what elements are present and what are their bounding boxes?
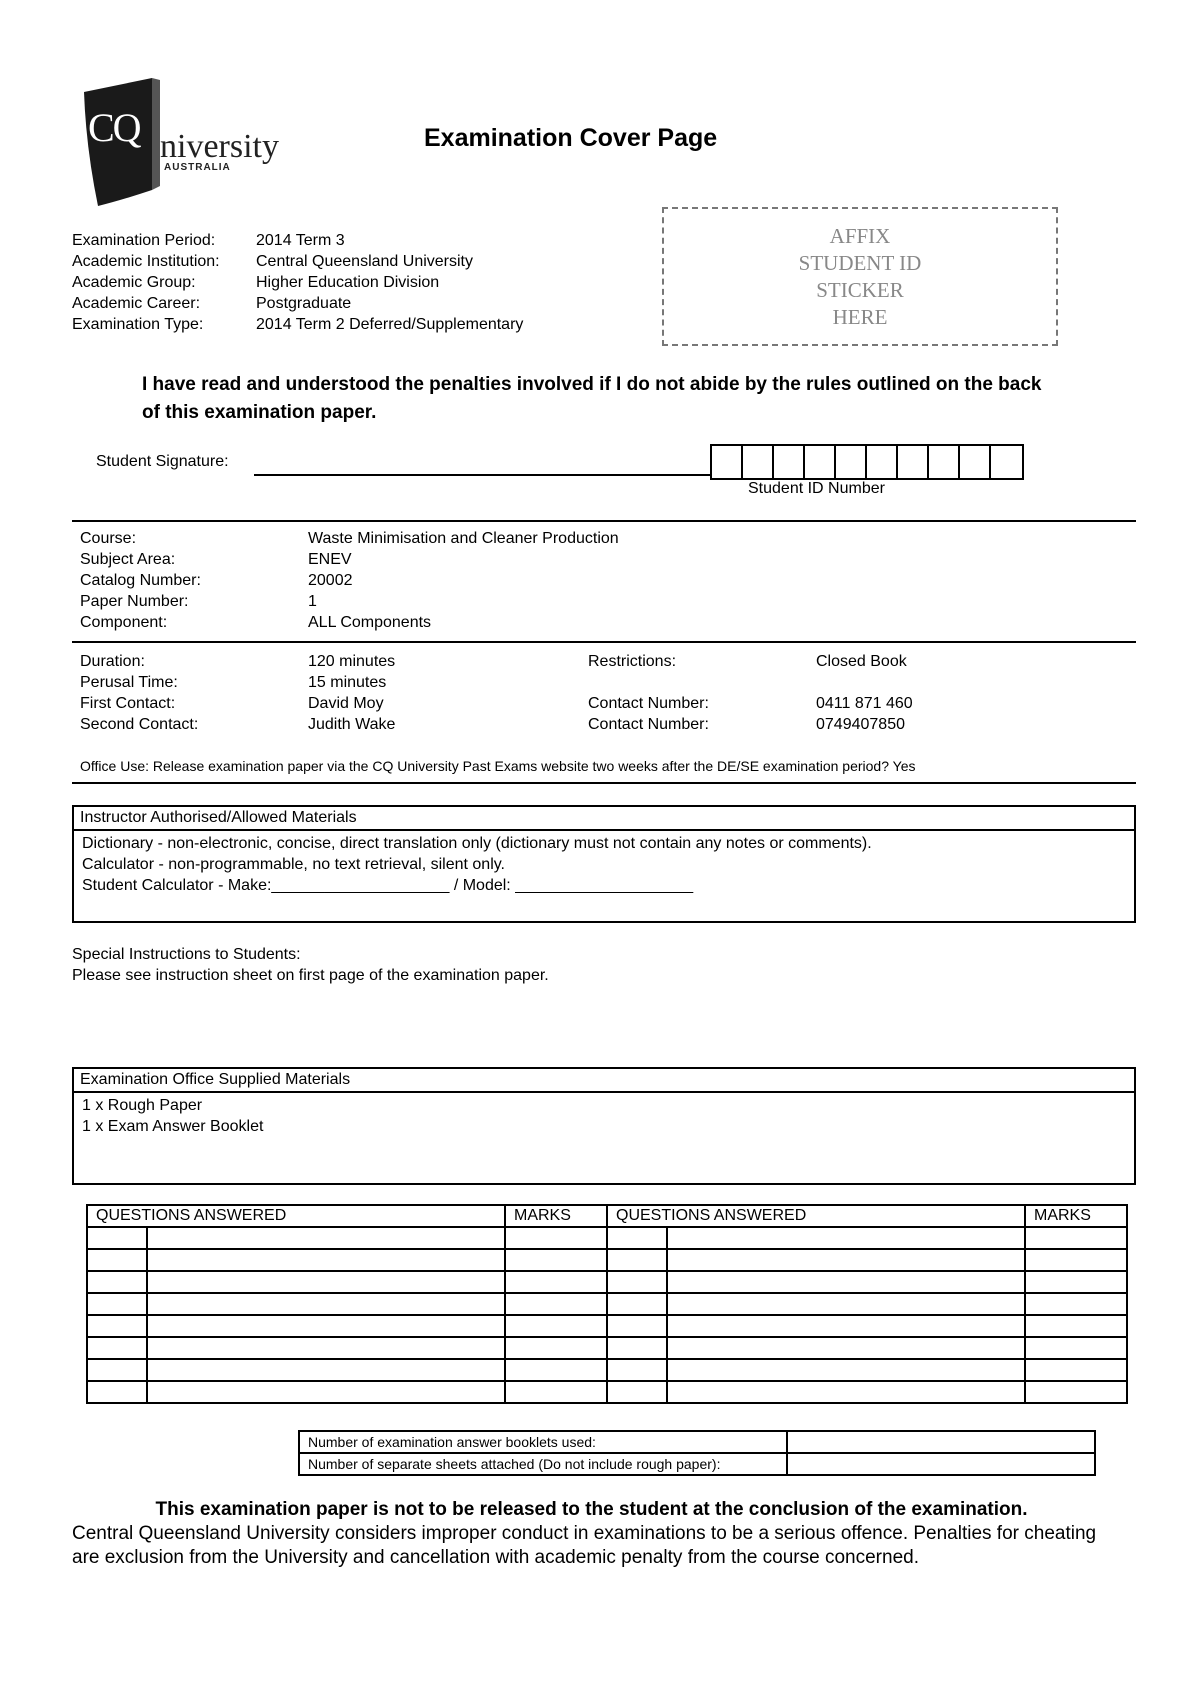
divider (72, 782, 1136, 784)
question-number-cell[interactable] (87, 1249, 147, 1271)
material-line: Student Calculator - Make:____________________ / Model: ____________________ (82, 877, 694, 894)
restrictions-value: Closed Book (816, 653, 907, 670)
question-number-cell[interactable] (87, 1227, 147, 1249)
sheets-attached-label: Number of separate sheets attached (Do not include rough paper): (299, 1453, 787, 1475)
marks-cell[interactable] (505, 1227, 607, 1249)
component-label: Component: (80, 614, 168, 631)
perusal-label: Perusal Time: (80, 674, 178, 691)
catalog-value: 20002 (308, 572, 353, 589)
course-info (80, 528, 619, 633)
university-logo (82, 78, 302, 206)
exam-details (80, 651, 913, 735)
paper-number-label: Paper Number: (80, 593, 189, 610)
misconduct-notice: Central Queensland University considers improper conduct in examinations to be a serious offence. Penalties for cheating are exclusion from the University and cancellation with academic penalty from the course concerned. (72, 1523, 1097, 1568)
table-row (87, 1381, 1127, 1403)
marks-cell[interactable] (505, 1293, 607, 1315)
declaration: I have read and understood the penalties involved if I do not abide by the rules outlined on the back of this examination paper. (142, 374, 1042, 423)
material-line: Calculator - non-programmable, no text retrieval, silent only. (82, 856, 505, 873)
signature-label: Student Signature: (96, 453, 229, 470)
student-id-sticker-area (662, 207, 1058, 346)
question-number-cell[interactable] (607, 1249, 667, 1271)
marks-cell[interactable] (1025, 1315, 1127, 1337)
contact-number-value: 0749407850 (816, 716, 905, 733)
exam-period-label: Examination Period: (72, 232, 216, 249)
marks-cell[interactable] (1025, 1227, 1127, 1249)
career-value: Postgraduate (256, 295, 352, 312)
questions-header: QUESTIONS ANSWERED (607, 1205, 1025, 1227)
question-cell[interactable] (667, 1381, 1025, 1403)
id-digit-box[interactable] (867, 446, 898, 478)
id-digit-box[interactable] (836, 446, 867, 478)
second-contact-label: Second Contact: (80, 716, 199, 733)
empty-label (588, 672, 816, 693)
subject-area-value: ENEV (308, 551, 352, 568)
office-materials-header: Examination Office Supplied Materials (74, 1069, 1134, 1093)
table-row (87, 1315, 1127, 1337)
question-cell[interactable] (667, 1293, 1025, 1315)
material-line: Dictionary - non-electronic, concise, direct translation only (dictionary must not contain any notes or comments). (82, 835, 872, 852)
office-use-note: Office Use: Release examination paper via the CQ University Past Exams website two weeks after the DE/SE examination period? Yes (80, 758, 916, 774)
questions-header: QUESTIONS ANSWERED (87, 1205, 505, 1227)
table-row (299, 1431, 1095, 1453)
table-row (87, 1271, 1127, 1293)
component-value: ALL Components (308, 614, 432, 631)
marks-header: MARKS (505, 1205, 607, 1227)
question-cell[interactable] (147, 1337, 505, 1359)
question-number-cell[interactable] (607, 1359, 667, 1381)
question-number-cell[interactable] (607, 1315, 667, 1337)
question-cell[interactable] (147, 1359, 505, 1381)
question-number-cell[interactable] (607, 1293, 667, 1315)
special-instructions-heading: Special Instructions to Students: (72, 946, 301, 963)
table-row (87, 1227, 1127, 1249)
question-cell[interactable] (147, 1249, 505, 1271)
id-digit-box[interactable] (743, 446, 774, 478)
id-digit-box[interactable] (960, 446, 991, 478)
id-digit-box[interactable] (929, 446, 960, 478)
question-cell[interactable] (667, 1249, 1025, 1271)
question-cell[interactable] (147, 1227, 505, 1249)
perusal-value: 15 minutes (308, 674, 387, 691)
question-cell[interactable] (147, 1271, 505, 1293)
divider (72, 520, 1136, 522)
special-instructions-text: Please see instruction sheet on first page of the examination paper. (72, 967, 549, 984)
marks-cell[interactable] (505, 1381, 607, 1403)
booklets-used-field[interactable] (787, 1431, 1095, 1453)
question-number-cell[interactable] (87, 1337, 147, 1359)
student-id-label: Student ID Number (748, 480, 885, 497)
instructor-materials-box (72, 805, 1136, 923)
exam-type-label: Examination Type: (72, 316, 204, 333)
first-contact-value: David Moy (308, 695, 384, 712)
material-line: 1 x Rough Paper (82, 1097, 203, 1114)
logo-cq: CQ (88, 105, 140, 150)
first-contact-label: First Contact: (80, 695, 176, 712)
subject-area-label: Subject Area: (80, 551, 176, 568)
contact-number-label: Contact Number: (588, 716, 709, 733)
institution-value: Central Queensland University (256, 253, 473, 270)
marks-cell[interactable] (505, 1271, 607, 1293)
question-number-cell[interactable] (87, 1293, 147, 1315)
marks-cell[interactable] (505, 1249, 607, 1271)
release-notice: This examination paper is not to be released to the student at the conclusion of the examination. (155, 1499, 1028, 1520)
career-label: Academic Career: (72, 295, 201, 312)
marks-cell[interactable] (1025, 1249, 1127, 1271)
table-row (299, 1453, 1095, 1475)
question-cell[interactable] (147, 1381, 505, 1403)
material-line: 1 x Exam Answer Booklet (82, 1118, 264, 1135)
office-materials-box (72, 1067, 1136, 1185)
id-digit-box[interactable] (712, 446, 743, 478)
second-contact-value: Judith Wake (308, 716, 396, 733)
restrictions-label: Restrictions: (588, 653, 677, 670)
exam-period-value: 2014 Term 3 (256, 232, 345, 249)
course-value: Waste Minimisation and Cleaner Production (308, 530, 619, 547)
question-number-cell[interactable] (87, 1381, 147, 1403)
table-row (87, 1249, 1127, 1271)
duration-label: Duration: (80, 653, 145, 670)
id-digit-box[interactable] (898, 446, 929, 478)
question-number-cell[interactable] (607, 1337, 667, 1359)
question-cell[interactable] (667, 1315, 1025, 1337)
group-label: Academic Group: (72, 274, 196, 291)
sheets-attached-field[interactable] (787, 1453, 1095, 1475)
contact-number-value: 0411 871 460 (816, 695, 913, 712)
marks-cell[interactable] (505, 1359, 607, 1381)
booklets-used-label: Number of examination answer booklets used: (299, 1431, 787, 1453)
table-row (87, 1359, 1127, 1381)
question-number-cell[interactable] (607, 1227, 667, 1249)
questions-answered-table (86, 1204, 1128, 1404)
question-number-cell[interactable] (87, 1359, 147, 1381)
booklets-table (298, 1430, 1096, 1476)
sticker-line: HERE (832, 304, 888, 329)
sticker-line: STUDENT ID (798, 250, 922, 275)
instructor-materials-header: Instructor Authorised/Allowed Materials (74, 807, 1134, 831)
marks-cell[interactable] (505, 1315, 607, 1337)
paper-number-value: 1 (308, 593, 317, 610)
divider (72, 641, 1136, 643)
catalog-label: Catalog Number: (80, 572, 201, 589)
question-number-cell[interactable] (607, 1271, 667, 1293)
question-cell[interactable] (667, 1271, 1025, 1293)
marks-cell[interactable] (1025, 1381, 1127, 1403)
id-digit-box[interactable] (991, 446, 1022, 478)
question-cell[interactable] (667, 1359, 1025, 1381)
exam-type-value: 2014 Term 2 Deferred/Supplementary (256, 316, 524, 333)
student-id-boxes[interactable] (710, 444, 1024, 480)
marks-cell[interactable] (1025, 1359, 1127, 1381)
sticker-line: AFFIX (829, 223, 891, 248)
question-cell[interactable] (667, 1227, 1025, 1249)
exam-info (72, 230, 523, 335)
marks-header: MARKS (1025, 1205, 1127, 1227)
question-number-cell[interactable] (87, 1271, 147, 1293)
question-number-cell[interactable] (87, 1315, 147, 1337)
id-digit-box[interactable] (805, 446, 836, 478)
question-cell[interactable] (147, 1315, 505, 1337)
table-row (87, 1293, 1127, 1315)
id-digit-box[interactable] (774, 446, 805, 478)
marks-cell[interactable] (1025, 1271, 1127, 1293)
logo-wordmark: niversity (160, 128, 279, 165)
sticker-line: STICKER (816, 277, 904, 302)
logo-subtitle: AUSTRALIA (164, 162, 231, 173)
marks-cell[interactable] (505, 1337, 607, 1359)
duration-value: 120 minutes (308, 653, 396, 670)
contact-number-label: Contact Number: (588, 695, 709, 712)
table-row (87, 1337, 1127, 1359)
table-header-row (87, 1205, 1127, 1227)
signature-line[interactable] (254, 474, 712, 476)
question-cell[interactable] (147, 1293, 505, 1315)
institution-label: Academic Institution: (72, 253, 220, 270)
question-cell[interactable] (667, 1337, 1025, 1359)
marks-cell[interactable] (1025, 1293, 1127, 1315)
group-value: Higher Education Division (256, 274, 440, 291)
special-instructions (72, 944, 549, 986)
marks-cell[interactable] (1025, 1337, 1127, 1359)
question-number-cell[interactable] (607, 1381, 667, 1403)
page-title: Examination Cover Page (424, 124, 718, 152)
course-label: Course: (80, 530, 137, 547)
